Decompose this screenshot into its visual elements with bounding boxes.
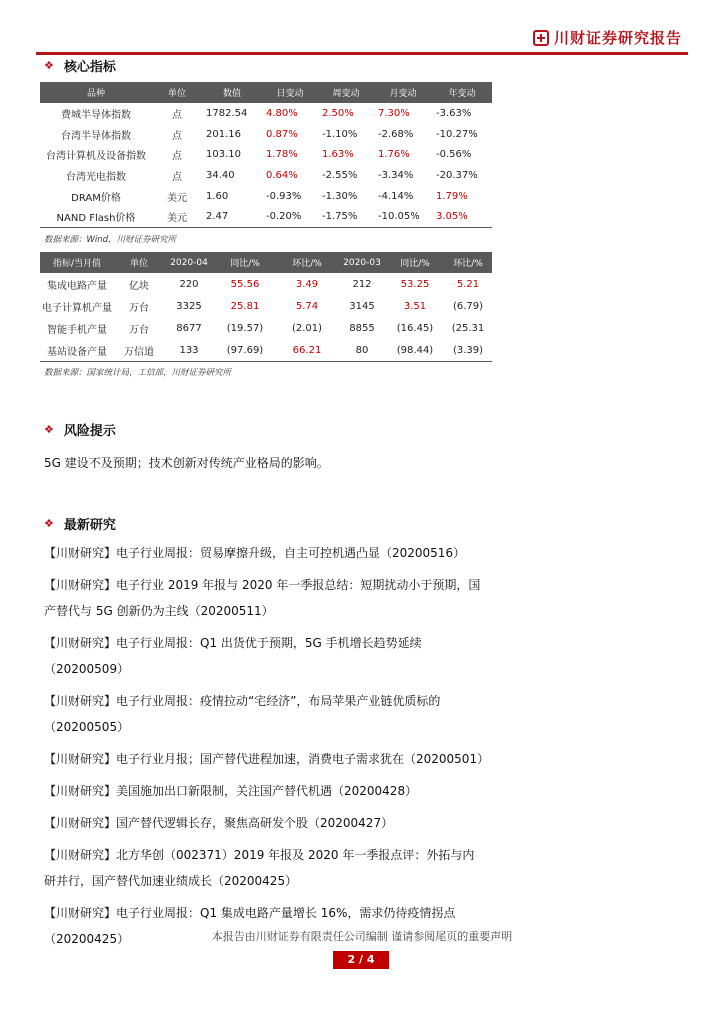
table2-header-cell: 同比/% <box>386 252 444 273</box>
list-item[interactable]: 【川财研究】电子行业周报：疫情拉动“宅经济”，布局苹果产业链优质标的（20200505） <box>44 694 441 734</box>
table1-cell: -2.68% <box>378 128 414 140</box>
table1-cell: -3.63% <box>436 107 472 119</box>
table2-cell: (6.79) <box>452 300 484 312</box>
table1-cell: NAND Flash价格 <box>40 206 152 227</box>
table-row <box>40 317 492 339</box>
table1-cell: -3.34% <box>378 169 414 181</box>
list-item[interactable]: 【川财研究】北方华创（002371）2019 年报及 2020 年一季报点评：外拓与内研并行，国产替代加速业绩成长（20200425） <box>44 848 475 888</box>
table1-cell: -4.14% <box>378 190 414 202</box>
table2-cell: 万台 <box>129 324 149 336</box>
table2-cell: (19.57) <box>226 322 264 334</box>
table2-cell: (3.39) <box>444 339 492 362</box>
table1-header-cell: 周变动 <box>318 82 374 103</box>
table1-cell: 费城半导体指数 <box>61 109 131 121</box>
table1-cell: 0.64% <box>266 169 298 181</box>
table2-cell: 212 <box>352 278 372 290</box>
table2-cell: 5.21 <box>456 278 480 290</box>
table2-header-cell: 单位 <box>114 252 164 273</box>
list-item[interactable]: 【川财研究】电子行业 2019 年报与 2020 年一季报总结：短期扰动小于预期，国产替代与 5G 创新仍为主线（20200511） <box>44 578 481 618</box>
table1-cell: 4.80% <box>266 107 298 119</box>
table-row <box>40 339 492 362</box>
section-latest-research <box>44 514 116 533</box>
table2-cell: 3.49 <box>295 278 319 290</box>
section-title: 核心指标 <box>63 60 116 75</box>
table2-cell: 基站设备产量 <box>40 339 114 362</box>
table1-cell: 3.05% <box>432 206 492 227</box>
table1-header-cell: 品种 <box>40 82 152 103</box>
brand-logo <box>533 27 682 48</box>
diamond-bullet-icon: ❖ <box>44 423 54 436</box>
table-row <box>40 186 492 207</box>
table1-header-cell: 日变动 <box>262 82 318 103</box>
table2-cell: 66.21 <box>276 339 338 362</box>
table1-cell: -10.27% <box>436 128 478 140</box>
logo-text: 川财证券研究报告 <box>553 29 682 47</box>
table1-cell: -0.93% <box>266 190 302 202</box>
table1-cell: 2.47 <box>202 206 262 227</box>
table2-cell: (2.01) <box>291 322 323 334</box>
table2-cell: 3325 <box>176 300 202 312</box>
table-row <box>40 273 492 295</box>
table2-cell: 80 <box>338 339 386 362</box>
page-number: 2 / 4 <box>333 951 389 969</box>
table-row <box>40 144 492 165</box>
table1-cell: 美元 <box>152 206 202 227</box>
table1-header-cell: 单位 <box>152 82 202 103</box>
table1-cell: 2.50% <box>322 107 354 119</box>
section-core-indicators <box>44 56 116 75</box>
table2-cell: 8855 <box>349 322 375 334</box>
table-row <box>40 103 492 124</box>
table2-cell: 8677 <box>176 322 202 334</box>
table2-cell: 55.56 <box>230 278 260 290</box>
table2-cell: (98.44) <box>386 339 444 362</box>
table1-cell: 1.79% <box>436 190 468 202</box>
table1-cell: -1.10% <box>322 128 358 140</box>
risk-text: 5G 建设不及预期；技术创新对传统产业格局的影响。 <box>44 456 329 470</box>
table1-cell: DRAM价格 <box>71 192 121 204</box>
table1-cell: 1782.54 <box>206 107 248 119</box>
table1-cell: 台湾计算机及设备指数 <box>46 151 146 163</box>
table1-header-cell: 年变动 <box>432 82 492 103</box>
table1-header-cell: 数值 <box>202 82 262 103</box>
footer-disclaimer: 本报告由川财证券有限责任公司编制 谨请参阅尾页的重要声明 <box>211 930 513 943</box>
table1-header-cell: 月变动 <box>374 82 432 103</box>
table2-header-cell: 指标/当月值 <box>40 252 114 273</box>
list-item[interactable]: 【川财研究】电子行业周报：贸易摩擦升级，自主可控机遇凸显（20200516） <box>44 546 466 560</box>
list-item[interactable]: 【川财研究】电子行业周报：Q1 出货优于预期，5G 手机增长趋势延续（20200509） <box>44 636 422 676</box>
table2-cell: (16.45) <box>396 322 434 334</box>
table1-cell: 1.60 <box>206 190 229 202</box>
table1-cell: 点 <box>172 130 182 142</box>
table1-cell: 201.16 <box>206 128 241 140</box>
table2-cell: 133 <box>164 339 214 362</box>
table2-cell: 亿块 <box>129 280 149 292</box>
table1-cell: 点 <box>172 171 182 183</box>
table1-source: 数据来源：Wind，川财证券研究所 <box>44 235 177 245</box>
table1-cell: 103.10 <box>206 149 241 161</box>
table1-cell: 7.30% <box>378 107 410 119</box>
list-item[interactable]: 【川财研究】美国施加出口新限制，关注国产替代机遇（20200428） <box>44 784 418 798</box>
table2-source: 数据来源：国家统计局，工信部，川财证券研究所 <box>44 368 232 378</box>
table2-cell: (25.31 <box>451 322 485 334</box>
table2-header-cell: 环比/% <box>276 252 338 273</box>
logo-icon <box>533 30 549 46</box>
table1-cell: -20.37% <box>436 169 478 181</box>
table2-cell: 25.81 <box>230 300 260 312</box>
table2-cell: (97.69) <box>214 339 276 362</box>
table2-cell: 220 <box>179 278 199 290</box>
page-header <box>36 22 688 55</box>
list-item[interactable]: 【川财研究】电子行业月报；国产替代进程加速，消费电子需求犹在（20200501） <box>44 752 490 766</box>
table2-cell: 万信道 <box>114 339 164 362</box>
table2-cell: 3145 <box>349 300 375 312</box>
diamond-bullet-icon: ❖ <box>44 59 54 72</box>
section-title: 最新研究 <box>63 518 116 533</box>
table1-cell: -0.20% <box>262 206 318 227</box>
table2-cell: 53.25 <box>400 278 430 290</box>
table1-cell: -10.05% <box>374 206 432 227</box>
table-row <box>40 124 492 145</box>
table1-cell: 34.40 <box>206 169 235 181</box>
table1-cell: 台湾光电指数 <box>66 171 126 183</box>
list-item[interactable]: 【川财研究】电子行业周报：Q1 集成电路产量增长 16%，需求仍待疫情拐点（20200425） <box>44 906 456 946</box>
table1-cell: -2.55% <box>322 169 358 181</box>
table1-cell: 点 <box>172 151 182 163</box>
diamond-bullet-icon: ❖ <box>44 517 54 530</box>
table2-cell: 智能手机产量 <box>47 324 107 336</box>
list-item[interactable]: 【川财研究】国产替代逻辑长存，聚焦高研发个股（20200427） <box>44 816 394 830</box>
table2-header-cell: 2020-04 <box>164 252 214 273</box>
table-row <box>40 206 492 227</box>
table2-header-cell: 同比/% <box>214 252 276 273</box>
production-table <box>40 252 492 362</box>
table1-cell: 台湾半导体指数 <box>61 130 131 142</box>
table1-cell: 1.76% <box>378 149 410 161</box>
table2-cell: 5.74 <box>295 300 319 312</box>
table-row <box>40 295 492 317</box>
core-indicators-table <box>40 82 492 228</box>
table1-cell: 1.78% <box>266 149 298 161</box>
table2-cell: 集成电路产量 <box>47 280 107 292</box>
table1-cell: -1.30% <box>322 190 358 202</box>
table2-header-cell: 2020-03 <box>338 252 386 273</box>
table1-cell: 0.87% <box>266 128 298 140</box>
table1-cell: -0.56% <box>436 149 472 161</box>
section-risk <box>44 420 116 439</box>
table1-cell: -1.75% <box>318 206 374 227</box>
table1-cell: 点 <box>172 109 182 121</box>
table2-cell: 电子计算机产量 <box>42 302 112 314</box>
table2-cell: 3.51 <box>403 300 427 312</box>
table1-cell: 美元 <box>167 192 187 204</box>
table-row <box>40 165 492 186</box>
table2-cell: 万台 <box>129 302 149 314</box>
section-title: 风险提示 <box>63 424 116 439</box>
table1-cell: 1.63% <box>322 149 354 161</box>
table2-header-cell: 环比/% <box>444 252 492 273</box>
research-list <box>44 540 490 958</box>
